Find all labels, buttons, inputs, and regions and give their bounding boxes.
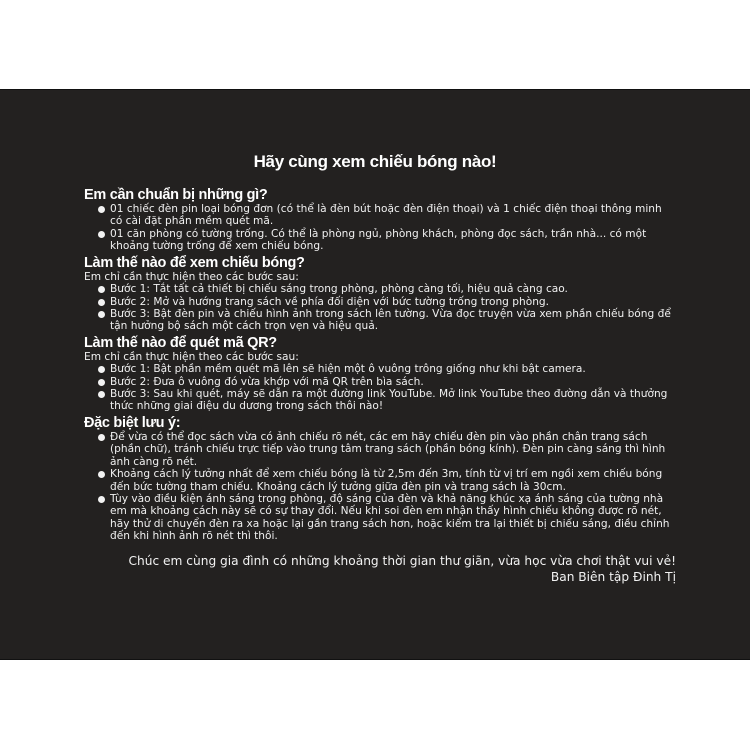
list-item-text: Khoảng cách lý tưởng nhất để xem chiếu bóng là từ 2,5m đến 3m, tính từ vị trí em ngồi xem chiếu bóng đến bức tường tham chiếu. Khoảng cách lý tưởng giữa đèn pin và trang sách là 30cm. xyxy=(110,468,663,493)
list-item xyxy=(98,228,676,253)
section-preparation xyxy=(84,187,676,253)
bullet-list xyxy=(84,283,676,333)
bullet-icon xyxy=(98,299,105,306)
list-item-text: 01 căn phòng có tường trống. Có thể là phòng ngủ, phòng khách, phòng đọc sách, trần nhà... có một khoảng tường trống để xem chiếu bóng. xyxy=(110,227,647,253)
instruction-panel xyxy=(0,89,750,660)
page-title: Hãy cùng xem chiếu bóng nào! xyxy=(253,152,497,171)
list-item xyxy=(98,376,676,388)
bullet-list xyxy=(84,431,676,543)
bullet-icon xyxy=(98,311,105,318)
list-item xyxy=(98,493,676,543)
list-item-text: 01 chiếc đèn pin loại bóng đơn (có thể là đèn bút hoặc đèn điện thoại) và 1 chiếc điện thoại thông minh có cài đặt phần mềm quét mã. xyxy=(110,203,662,228)
list-item xyxy=(98,296,676,308)
list-item xyxy=(98,388,676,413)
signature: Ban Biên tập Đinh Tị xyxy=(550,569,676,584)
section-qr-scan xyxy=(84,335,676,413)
list-item-text: Bước 1: Tắt tất cả thiết bị chiếu sáng trong phòng, phòng càng tối, hiệu quả càng cao. xyxy=(110,283,568,296)
list-item xyxy=(98,468,676,493)
bullet-icon xyxy=(98,391,105,398)
bullet-icon xyxy=(98,286,105,293)
list-item xyxy=(98,308,676,333)
bullet-list xyxy=(84,203,676,253)
section-intro: Em chỉ cần thực hiện theo các bước sau: xyxy=(84,270,299,283)
list-item-text: Bước 2: Đưa ô vuông đó vừa khớp với mã QR trên bìa sách. xyxy=(110,375,424,388)
bullet-icon xyxy=(98,366,105,373)
section-heading: Làm thế nào để quét mã QR? xyxy=(84,334,277,351)
list-item-text: Để vừa có thể đọc sách vừa có ảnh chiếu rõ nét, các em hãy chiếu đèn pin vào phần chân trang sách (phần chữ), tránh chiếu trực tiếp vào trung tâm trang sách (phần bóng kính). Đèn pin càng sáng thì hình ảnh càng rõ nét. xyxy=(110,430,666,468)
list-item xyxy=(98,203,676,228)
bullet-icon xyxy=(98,379,105,386)
bullet-icon xyxy=(98,206,105,213)
list-item-text: Bước 3: Bật đèn pin và chiếu hình ảnh trong sách lên tường. Vừa đọc truyện vừa xem phần chiếu bóng để tận hưởng bộ sách một cách trọn vẹn và hiệu quả. xyxy=(110,307,671,333)
instruction-content xyxy=(84,187,676,585)
section-heading: Làm thế nào để xem chiếu bóng? xyxy=(84,254,305,271)
section-heading: Đặc biệt lưu ý: xyxy=(84,414,181,431)
bullet-list xyxy=(84,363,676,413)
list-item-text: Bước 2: Mở và hướng trang sách về phía đối diện với bức tường trống trong phòng. xyxy=(110,295,550,308)
bullet-icon xyxy=(98,231,105,238)
bullet-icon xyxy=(98,471,105,478)
closing-message: Chúc em cùng gia đình có những khoảng thời gian thư giãn, vừa học vừa chơi thật vui vẻ! xyxy=(128,553,676,568)
list-item xyxy=(98,283,676,295)
list-item-text: Bước 1: Bật phần mềm quét mã lên sẽ hiện một ô vuông trông giống như khi bật camera. xyxy=(110,363,586,376)
list-item-text: Bước 3: Sau khi quét, máy sẽ dẫn ra một đường link YouTube. Mở link YouTube theo đường dẫn và thưởng thức những giai điệu du dương trong sách thôi nào! xyxy=(110,388,668,413)
section-intro: Em chỉ cần thực hiện theo các bước sau: xyxy=(84,350,299,363)
list-item-text: Tùy vào điều kiện ánh sáng trong phòng, độ sáng của đèn và khả năng khúc xạ ánh sáng của tường nhà em mà khoảng cách này sẽ có sự thay đổi. Nếu khi soi đèn em nhận thấy hình chiếu không được rõ nét, hãy thử di chuyển đèn ra xa hoặc lại gần trang sách hơn, hoặc kiểm tra lại thiết bị chiếu sáng, điều chỉnh đến khi hình ảnh rõ nét thì thôi. xyxy=(110,492,670,543)
section-how-to-watch xyxy=(84,255,676,333)
list-item xyxy=(98,431,676,468)
section-special-notes xyxy=(84,415,676,543)
bullet-icon xyxy=(98,434,105,441)
section-heading: Em cần chuẩn bị những gì? xyxy=(84,187,268,203)
list-item xyxy=(98,363,676,375)
bullet-icon xyxy=(98,496,105,503)
